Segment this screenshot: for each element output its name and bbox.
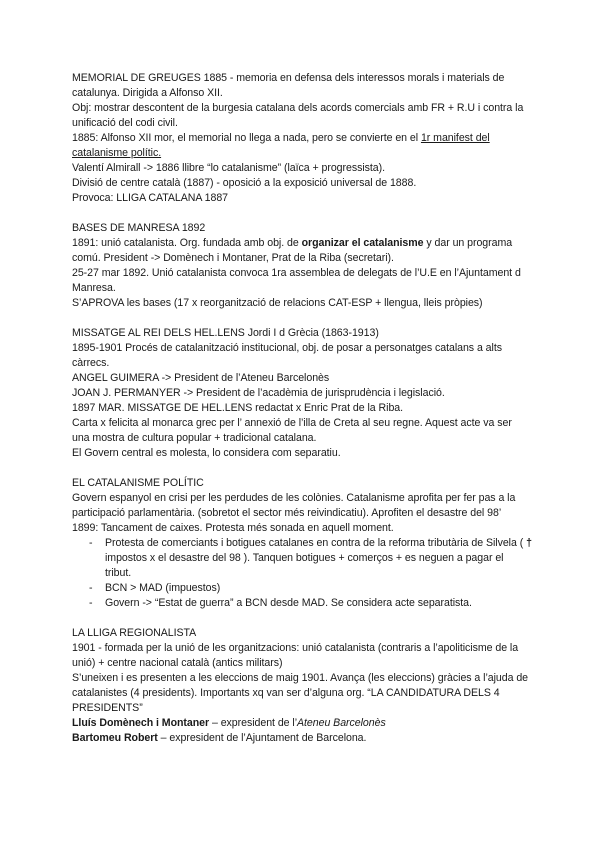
paragraph: Valentí Almirall -> 1886 llibre “lo catalanisme” (laïca + progressista).	[72, 162, 385, 174]
italic-text: Ateneu Barcelonès	[297, 717, 386, 729]
paragraph: Divisió de centre català (1887) - oposició a la exposició universal de 1888.	[72, 177, 417, 189]
paragraph: 1895-1901 Procés de catalanització institucional, obj. de posar a personatges catalans a alts càrrecs.	[72, 342, 502, 369]
paragraph: 1891: unió catalanista. Org. fundada amb obj. de organizar el catalanisme y dar un programa comú. President -> Domènech i Montaner, Prat de la Riba (secretari).	[72, 237, 513, 264]
dagger-icon: †	[526, 537, 532, 549]
section-bases-manresa	[72, 221, 532, 311]
list-item: - BCN > MAD (impuestos)	[72, 581, 532, 596]
paragraph: JOAN J. PERMANYER -> President de l’acadèmia de jurisprudència i legislació.	[72, 387, 445, 399]
bold-text: Bartomeu Robert	[72, 732, 158, 744]
underlined-text: 1r manifest del catalanisme polític.	[72, 132, 490, 159]
paragraph: Carta x felicita al monarca grec per l’ annexió de l’illa de Creta al seu regne. Aquest acte va ser una mostra de cultura popular + tradicional catalana.	[72, 417, 512, 444]
paragraph: S’uneixen i es presenten a les eleccions de maig 1901. Avança (les eleccions) gràcies a l’ajuda de catalanistes (4 presidents). Importants xq van ser d’alguna org. “LA CANDIDATURA DELS 4 PRESIDENTS”	[72, 672, 529, 714]
bullet-list	[72, 536, 532, 611]
bold-text: Lluís Domènech i Montaner	[72, 717, 210, 729]
paragraph: Govern espanyol en crisi per les perdudes de les colònies. Catalanisme aprofita per fer pas a la participació parlamentària. (sobretot el sector més reivindicatiu). Aprofiten el desastre del 98’	[72, 492, 516, 519]
section-title: BASES DE MANRESA 1892	[72, 222, 206, 234]
list-item: - Govern -> “Estat de guerra” a BCN desde MAD. Se considera acte separatista.	[72, 596, 532, 611]
bold-text: organizar el catalanisme	[301, 237, 424, 249]
paragraph: El Govern central es molesta, lo considera com separatiu.	[72, 447, 341, 459]
paragraph: 1897 MAR. MISSATGE DE HEL.LENS redactat x Enric Prat de la Riba.	[72, 402, 404, 414]
section-title: MISSATGE AL REI DELS HEL.LENS Jordi I d Grècia (1863-1913)	[72, 327, 379, 339]
paragraph: 25-27 mar 1892. Unió catalanista convoca 1ra assemblea de delegats de l’U.E en l’Ajuntament d Manresa.	[72, 267, 521, 294]
paragraph: MEMORIAL DE GREUGES 1885 - memoria en defensa dels interessos morals i materials de catalunya. Dirigida a Alfonso XII.	[72, 72, 505, 99]
section-catalanisme-politic	[72, 476, 532, 611]
section-lliga-regionalista	[72, 626, 532, 746]
paragraph: S’APROVA les bases (17 x reorganització de relacions CAT-ESP + llengua, lleis pròpies)	[72, 297, 483, 309]
section-title: EL CATALANISME POLÍTIC	[72, 477, 204, 489]
paragraph: 1899: Tancament de caixes. Protesta més sonada en aquell moment.	[72, 522, 394, 534]
section-memorial-greuges	[72, 71, 532, 206]
paragraph: Lluís Domènech i Montaner – expresident de l’Ateneu Barcelonès	[72, 717, 386, 729]
paragraph: ANGEL GUIMERA -> President de l’Ateneu Barcelonès	[72, 372, 330, 384]
paragraph: Bartomeu Robert – expresident de l’Ajuntament de Barcelona.	[72, 732, 367, 744]
document-body	[72, 71, 532, 746]
section-title: MEMORIAL DE GREUGES 1885	[72, 72, 228, 84]
list-item: - Protesta de comerciants i botigues catalanes en contra de la reforma tributària de Silvela ( † impostos x el desastre del 98 ). Tanquen botigues + comerços + es neguen a pagar el tribut.	[72, 536, 532, 581]
paragraph: 1901 - formada per la unió de les organitzacions: unió catalanista (contraris a l’apoliticisme de la unió) + centre nacional català (antics militars)	[72, 642, 519, 669]
paragraph: Provoca: LLIGA CATALANA 1887	[72, 192, 229, 204]
section-missatge-hellens	[72, 326, 532, 461]
section-title: LA LLIGA REGIONALISTA	[72, 627, 197, 639]
paragraph: 1885: Alfonso XII mor, el memorial no llega a nada, pero se convierte en el 1r manifest del catalanisme polític.	[72, 132, 490, 159]
paragraph: Obj: mostrar descontent de la burgesia catalana dels acords comercials amb FR + R.U i contra la unificació del codi civil.	[72, 102, 524, 129]
